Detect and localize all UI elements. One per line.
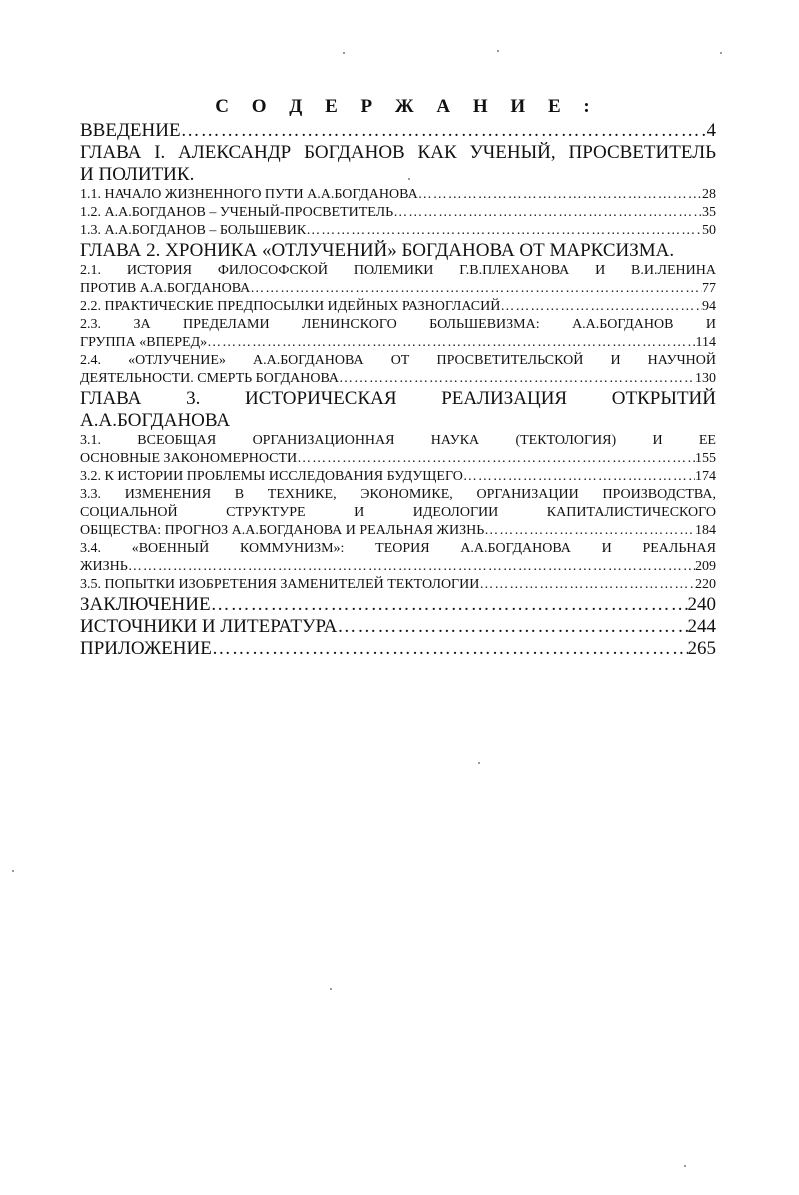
toc-entry-label: ПРОТИВ А.А.БОГДАНОВА (80, 281, 251, 296)
scan-speck (343, 52, 345, 54)
page-number: 94 (702, 299, 716, 314)
dot-leader (479, 576, 695, 594)
page-number: 155 (695, 451, 716, 466)
toc-list (80, 120, 716, 660)
page-number: 209 (695, 559, 716, 574)
scan-speck (684, 1165, 686, 1167)
toc-page (80, 96, 716, 660)
page-number: 244 (687, 616, 716, 637)
dot-leader (339, 370, 695, 388)
dot-leader (337, 616, 687, 638)
toc-entry-label: 1.2. А.А.БОГДАНОВ – УЧЕНЫЙ-ПРОСВЕТИТЕЛЬ (80, 205, 394, 220)
page-number: 114 (695, 335, 716, 350)
toc-entry-s3_1 (80, 432, 716, 468)
page-number: 265 (687, 638, 716, 659)
toc-entry-sources (80, 616, 716, 638)
toc-entry-label: ЖИЗНЬ (80, 559, 128, 574)
toc-entry-label: ДЕЯТЕЛЬНОСТИ. СМЕРТЬ БОГДАНОВА (80, 371, 340, 386)
toc-entry-line: ГЛАВА 3. ИСТОРИЧЕСКАЯ РЕАЛИЗАЦИЯ ОТКРЫТИЙ (80, 388, 716, 409)
toc-entry-s2_2 (80, 298, 716, 316)
page-number: 220 (695, 577, 716, 592)
toc-entry-s1_2 (80, 204, 716, 222)
dot-leader (212, 638, 688, 660)
toc-entry-s3_2 (80, 468, 716, 486)
toc-entry-line: 3.4. «ВОЕННЫЙ КОММУНИЗМ»: ТЕОРИЯ А.А.БОГДАНОВА И РЕАЛЬНАЯ (80, 541, 716, 556)
toc-entry-line: ГЛАВА I. АЛЕКСАНДР БОГДАНОВ КАК УЧЕНЫЙ, ПРОСВЕТИТЕЛЬ (80, 142, 716, 163)
toc-entry-line: 2.3. ЗА ПРЕДЕЛАМИ ЛЕНИНСКОГО БОЛЬШЕВИЗМА: А.А.БОГДАНОВ И (80, 317, 716, 332)
scan-speck (497, 50, 499, 52)
dot-leader (500, 298, 702, 316)
toc-entry-s3_3 (80, 486, 716, 540)
toc-entry-line: 3.1. ВСЕОБЩАЯ ОРГАНИЗАЦИОННАЯ НАУКА (ТЕКТОЛОГИЯ) И ЕЕ (80, 433, 716, 448)
toc-entry-label: ГРУППА «ВПЕРЕД» (80, 335, 208, 350)
toc-entry-label: 3.2. К ИСТОРИИ ПРОБЛЕМЫ ИССЛЕДОВАНИЯ БУДУЩЕГО (80, 469, 463, 484)
dot-leader (181, 120, 707, 142)
toc-entry-line: 2.1. ИСТОРИЯ ФИЛОСОФСКОЙ ПОЛЕМИКИ Г.В.ПЛЕХАНОВА И В.И.ЛЕНИНА (80, 263, 716, 278)
toc-entry-s1_3 (80, 222, 716, 240)
page-number: 50 (702, 223, 716, 238)
toc-entry-label: ОСНОВНЫЕ ЗАКОНОМЕРНОСТИ (80, 451, 298, 466)
toc-entry-label: 1.3. А.А.БОГДАНОВ – БОЛЬШЕВИК (80, 223, 307, 238)
toc-entry-s3_5 (80, 576, 716, 594)
toc-entry-label: ВВЕДЕНИЕ (80, 120, 181, 141)
toc-entry-s3_4 (80, 540, 716, 576)
toc-entry-label: 1.1. НАЧАЛО ЖИЗНЕННОГО ПУТИ А.А.БОГДАНОВА (80, 187, 418, 202)
dot-leader (306, 222, 702, 240)
toc-entry-ch1 (80, 142, 716, 186)
toc-entry-label: 3.5. ПОПЫТКИ ИЗОБРЕТЕНИЯ ЗАМЕНИТЕЛЕЙ ТЕКТОЛОГИИ (80, 577, 480, 592)
page-number: 130 (695, 371, 716, 386)
dot-leader (297, 450, 695, 468)
page-number: 77 (702, 281, 716, 296)
dot-leader (207, 334, 695, 352)
toc-entry-label: 2.2. ПРАКТИЧЕСКИЕ ПРЕДПОСЫЛКИ ИДЕЙНЫХ РАЗНОГЛАСИЙ (80, 299, 501, 314)
toc-entry-line: А.А.БОГДАНОВА (80, 410, 231, 431)
page-number: 28 (702, 187, 716, 202)
dot-leader (418, 186, 702, 204)
toc-entry-label: ИСТОЧНИКИ И ЛИТЕРАТУРА (80, 616, 338, 637)
page-number: 240 (687, 594, 716, 615)
toc-entry-ch2 (80, 240, 716, 262)
scan-speck (408, 178, 410, 180)
dot-leader (250, 280, 702, 298)
dot-leader (484, 522, 695, 540)
page-number: 4 (706, 120, 716, 141)
toc-entry-s2_4 (80, 352, 716, 388)
toc-entry-line: СОЦИАЛЬНОЙ СТРУКТУРЕ И ИДЕОЛОГИИ КАПИТАЛИСТИЧЕСКОГО (80, 505, 716, 520)
toc-title: С О Д Е Р Ж А Н И Е : (215, 96, 599, 117)
page-number: 35 (702, 205, 716, 220)
toc-entry-s2_1 (80, 262, 716, 298)
toc-entry-ch3 (80, 388, 716, 432)
toc-entry-s1_1 (80, 186, 716, 204)
dot-leader (393, 204, 702, 222)
toc-entry-intro (80, 120, 716, 142)
toc-entry-line: 3.3. ИЗМЕНЕНИЯ В ТЕХНИКЕ, ЭКОНОМИКЕ, ОРГАНИЗАЦИИ ПРОИЗВОДСТВА, (80, 487, 716, 502)
dot-leader (211, 594, 688, 616)
toc-entry-conclusion (80, 594, 716, 616)
dot-leader (463, 468, 695, 486)
toc-entry-label: ОБЩЕСТВА: ПРОГНОЗ А.А.БОГДАНОВА И РЕАЛЬНАЯ ЖИЗНЬ (80, 523, 485, 538)
dot-leader (128, 558, 695, 576)
scan-speck (12, 870, 14, 872)
scan-speck (478, 762, 480, 764)
page-number: 174 (695, 469, 716, 484)
toc-entry-line: И ПОЛИТИК. (80, 164, 195, 185)
toc-entry-s2_3 (80, 316, 716, 352)
scan-speck (330, 988, 332, 990)
scan-speck (720, 52, 722, 54)
toc-entry-line: 2.4. «ОТЛУЧЕНИЕ» А.А.БОГДАНОВА ОТ ПРОСВЕТИТЕЛЬСКОЙ И НАУЧНОЙ (80, 353, 716, 368)
toc-entry-label: ПРИЛОЖЕНИЕ (80, 638, 212, 659)
toc-entry-label: ЗАКЛЮЧЕНИЕ (80, 594, 211, 615)
page-number: 184 (695, 523, 716, 538)
toc-entry-line: ГЛАВА 2. ХРОНИКА «ОТЛУЧЕНИЙ» БОГДАНОВА ОТ МАРКСИЗМА. (80, 240, 675, 261)
toc-entry-appendix (80, 638, 716, 660)
